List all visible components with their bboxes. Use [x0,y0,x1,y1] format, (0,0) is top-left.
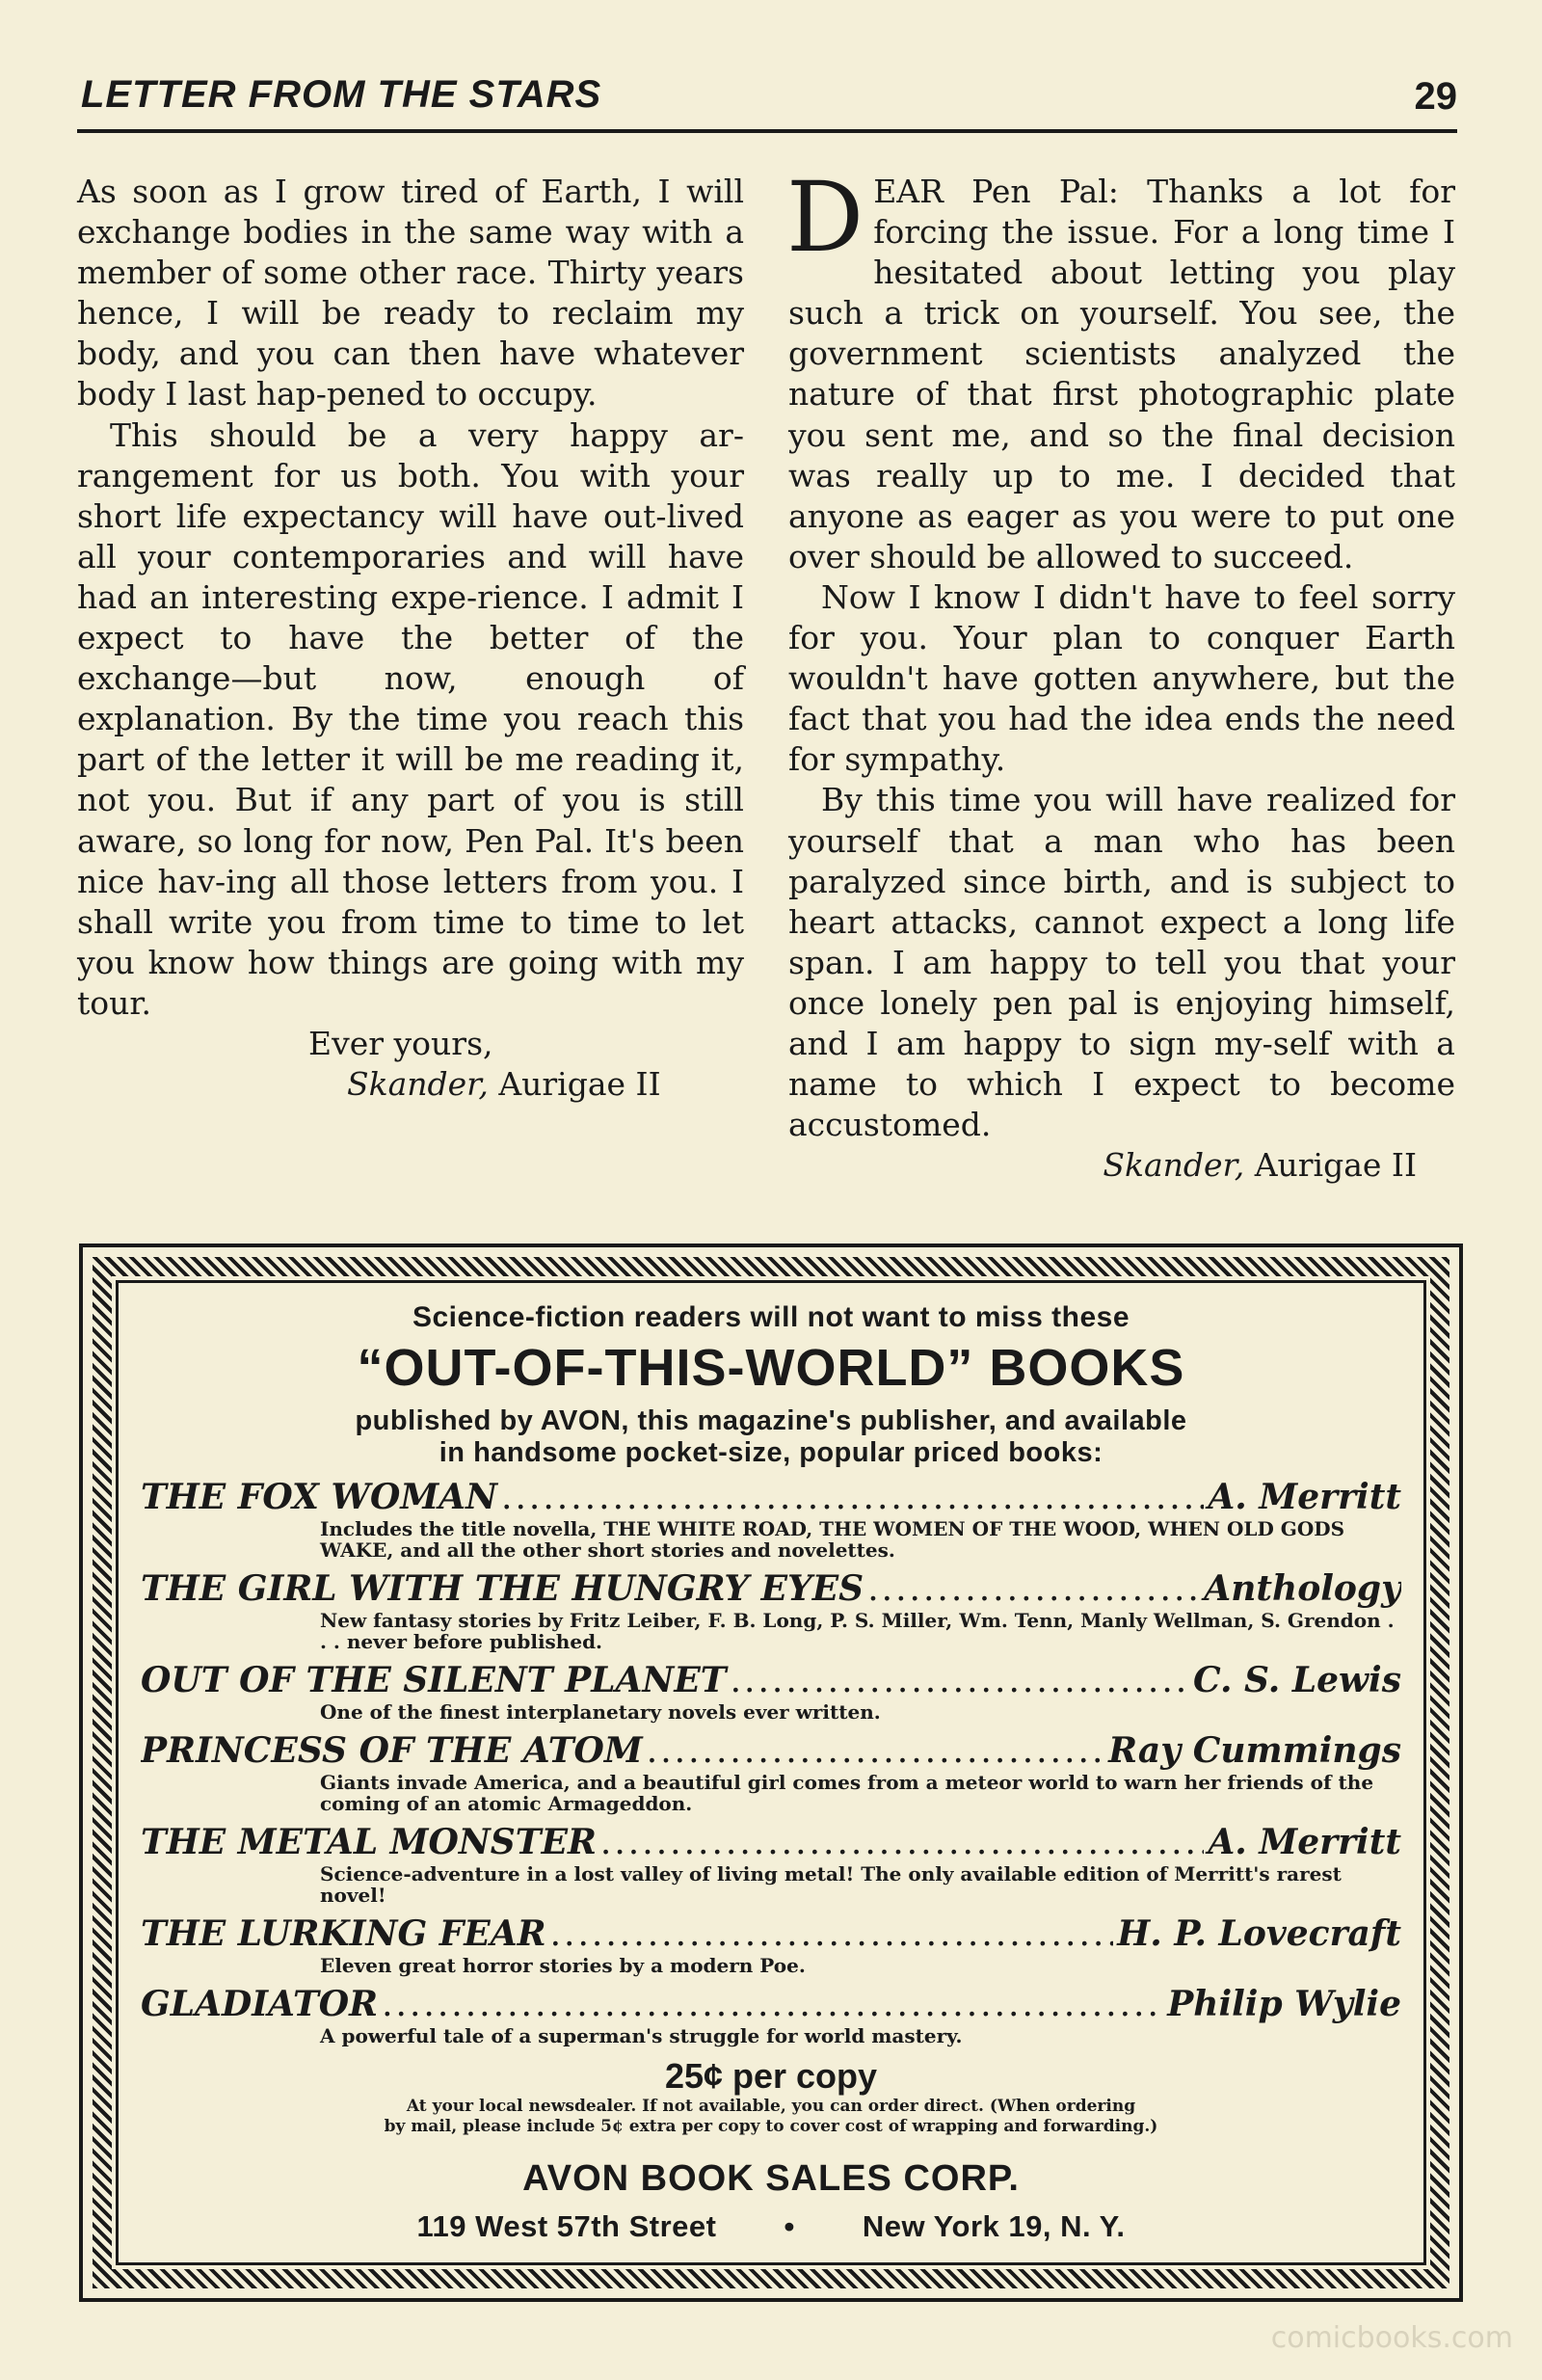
ad-headline: “OUT-OF-THIS-WORLD” BOOKS [357,1339,1185,1397]
letter-closing: Ever yours, [308,1024,493,1062]
company-address [141,2209,1401,2244]
book-author: Ray Cummings [1108,1730,1401,1771]
leader-dots [731,1661,1189,1701]
letter-signature [788,1145,1455,1186]
book-listing [141,1568,1401,1652]
book-title-line [141,1913,1401,1955]
page-number: 29 [1414,75,1457,118]
book-author: H. P. Lovecraft [1117,1913,1401,1954]
book-listing [141,1984,1401,2046]
left-column [77,172,744,1105]
book-title: THE GIRL WITH THE HUNGRY EYES [141,1568,864,1609]
book-description: Science-adventure in a lost valley of living metal! The only available edition of Merritt's rarest novel! [320,1862,1342,1907]
book-listing [141,1477,1401,1561]
book-description: A powerful tale of a superman's struggle for world mastery. [320,2024,963,2047]
signature-place: Aurigae II [1244,1146,1417,1185]
book-description: Includes the title novella, THE WHITE ROAD, THE WOMEN OF THE WOOD, WHEN OLD GODS WAKE, and all the other short stories and novelettes. [320,1517,1345,1562]
order-note-line: by mail, please include 5¢ extra per copy to cover cost of wrapping and forwarding.) [384,2117,1158,2136]
book-title: PRINCESS OF THE ATOM [141,1730,643,1771]
book-title: GLADIATOR [141,1984,379,2024]
book-title-line [141,1984,1401,2025]
street-address: 119 West 57th Street [416,2209,717,2243]
signature-place: Aurigae II [488,1065,661,1104]
book-listing [141,1913,1401,1976]
book-author: C. S. Lewis [1192,1660,1401,1700]
bullet-separator: • [784,2209,795,2243]
book-description: New fantasy stories by Fritz Leiber, F. B. Long, P. S. Miller, Wm. Tenn, Manly Wellman, S. Grendon . . . never before published. [320,1609,1395,1653]
book-title-line [141,1730,1401,1772]
book-title: THE FOX WOMAN [141,1477,498,1517]
book-author: Anthology [1204,1568,1401,1609]
book-title-line [141,1477,1401,1518]
order-note [141,2097,1401,2137]
book-title-line [141,1568,1401,1610]
city-address: New York 19, N. Y. [862,2209,1126,2243]
book-listing [141,1660,1401,1723]
leader-dots [501,1478,1204,1518]
book-author: Philip Wylie [1167,1984,1401,2024]
watermark: comicbooks.com [1270,2321,1513,2355]
book-author: A. Merritt [1208,1822,1401,1862]
leader-dots [382,1985,1163,2025]
book-title: OUT OF THE SILENT PLANET [141,1660,727,1700]
book-advertisement [79,1243,1463,2302]
book-title: THE METAL MONSTER [141,1822,597,1862]
page-header [77,73,1457,133]
book-listing [141,1730,1401,1814]
paragraph-text: EAR Pen Pal: Thanks a lot for forcing the issue. For a long time I hesitated about letting you play such a trick on yourself. You see, the government scientists analyzed the nature of that first photographic plate you sent me, and so the final decision was really up to me. I decided that anyone as eager as you were to put one over should be allowed to succeed. [788,173,1455,575]
company-name: AVON BOOK SALES CORP. [522,2158,1020,2199]
drop-cap: D [786,161,864,274]
signature-name: Skander, [1103,1146,1245,1185]
leader-dots [600,1823,1204,1863]
book-description: Eleven great horror stories by a modern Poe. [320,1954,806,1977]
book-author: A. Merritt [1208,1477,1401,1517]
book-title-line [141,1660,1401,1701]
signature-name: Skander, [347,1065,489,1104]
ad-subheading [141,1405,1401,1469]
price: 25¢ per copy [664,2056,878,2096]
ad-subheading-line: in handsome pocket-size, popular priced books: [439,1437,1103,1468]
ad-content [141,1301,1401,2260]
book-description: One of the finest interplanetary novels ever written. [320,1700,881,1724]
book-description: Giants invade America, and a beautiful girl comes from a meteor world to warn her friends of the coming of an atomic Armageddon. [320,1771,1374,1815]
book-listing [141,1822,1401,1906]
story-paragraph: As soon as I grow tired of Earth, I will exchange bodies in the same way with a member of some other race. Thirty years hence, I will be ready to reclaim my body, and you can then have whatever body I last hap-pened to occupy. [77,173,744,414]
story-paragraph: By this time you will have realized for yourself that a man who has been paralyzed since birth, and is subject to heart attacks, cannot expect a long life span. I am happy to tell you that your once lonely pen pal is enjoying himself, and I am happy to sign my-self with a name to which I expect to become accustomed. [788,781,1455,1144]
ad-intro: Science-fiction readers will not want to miss these [412,1301,1130,1333]
running-title: LETTER FROM THE STARS [81,73,602,116]
leader-dots [647,1731,1104,1772]
letter-signature [77,1064,744,1105]
story-paragraph: Now I know I didn't have to feel sorry for you. Your plan to conquer Earth wouldn't have gotten anywhere, but the fact that you had the idea ends the need for sympathy. [788,577,1455,779]
leader-dots [550,1914,1114,1955]
book-title: THE LURKING FEAR [141,1913,546,1954]
story-paragraph: This should be a very happy ar-rangement for us both. You with your short life expectancy will have out-lived all your contemporaries and will have had an interesting expe-rience. I admit I expect to have the better of the exchange—but now, enough of explanation. By the time you reach this part of the letter it will be me reading it, not you. But if any part of you is still aware, so long for now, Pen Pal. It's been nice hav-ing all those letters from you. I shall write you from time to time to let you know how things are going with my tour. [77,415,744,1022]
story-paragraph [786,161,1455,577]
right-column [786,161,1455,1186]
book-title-line [141,1822,1401,1863]
leader-dots [867,1569,1200,1610]
order-note-line: At your local newsdealer. If not available, you can order direct. (When ordering [406,2097,1136,2116]
ad-subheading-line: published by AVON, this magazine's publisher, and available [355,1405,1187,1436]
